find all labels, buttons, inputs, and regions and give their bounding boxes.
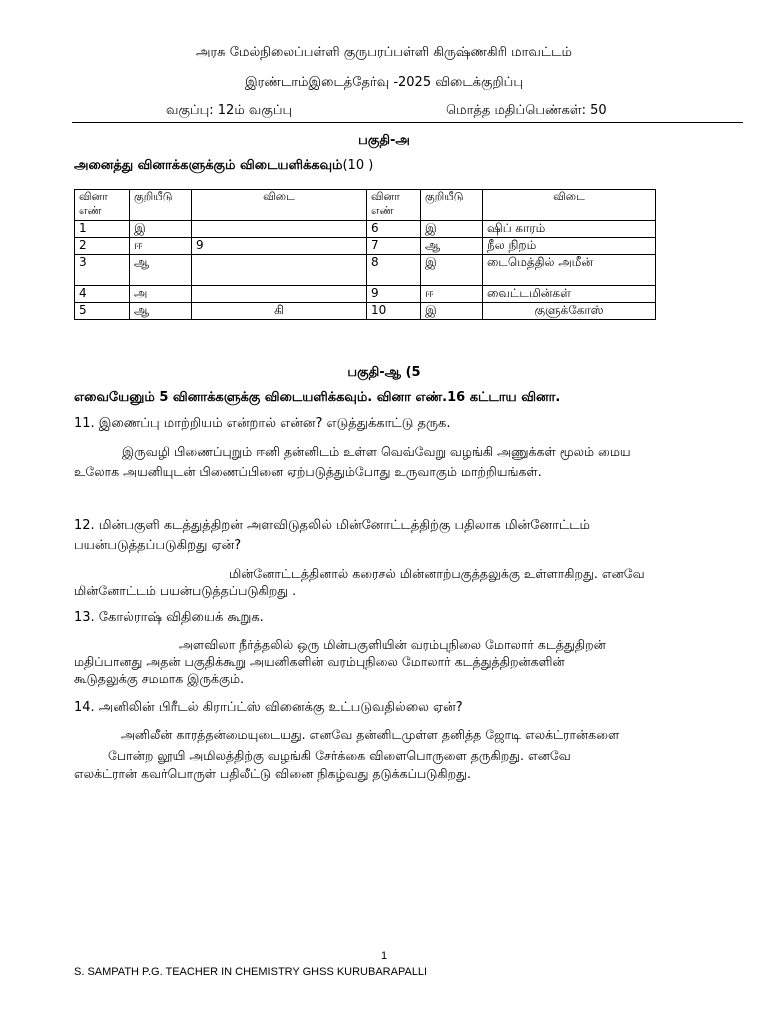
answer-cell: குளுக்கோஸ் [483, 303, 656, 320]
table-row [75, 286, 656, 303]
code-cell: இ [421, 303, 483, 320]
col-header-qno: வினா எண் [75, 190, 130, 221]
answer-key-table [74, 189, 656, 320]
col-header-code: குறியீடு [130, 190, 192, 221]
answer-12-line-1: மின்னோட்டத்தினால் கரைசல் மின்னாற்பகுத்தலுக்கு உள்ளாகிறது. எனவே [229, 566, 645, 581]
qno-cell: 9 [367, 286, 421, 303]
code-cell: ஆ [130, 303, 192, 320]
qno-cell: 7 [367, 238, 421, 255]
code-cell: இ [421, 221, 483, 238]
col-header-qno: வினா எண் [367, 190, 421, 221]
part-a-instruction-marks: (10 ) [342, 158, 374, 173]
part-a-instruction-text: அனைத்து வினாக்களுக்கும் விடையளிக்கவும் [74, 158, 343, 173]
answer-cell: வைட்டமின்கள் [483, 286, 656, 303]
answer-11-line-1: இருவழி பிணைப்புறும் ஈனி தன்னிடம் உள்ள வெவ்வேறு வழங்கி அணுக்கள் மூலம் மைய [122, 444, 631, 459]
qno-cell: 2 [75, 238, 130, 255]
table-header-row [75, 190, 656, 221]
question-14: 14. அனிலின் பிரீடல் கிராப்ட்ஸ் வினைக்கு உட்படுவதில்லை ஏன்? [74, 700, 463, 715]
answer-13-line-3: கூடுதலுக்கு சமமாக இருக்கும். [74, 671, 245, 686]
answer-cell: டைமெத்தில் அமீன் [483, 255, 656, 286]
qno-cell: 10 [367, 303, 421, 320]
qno-cell: 8 [367, 255, 421, 286]
answer-cell: கி [192, 303, 367, 320]
answer-cell: நீல நிறம் [483, 238, 656, 255]
code-cell: ஆ [130, 255, 192, 286]
col-header-answer: விடை [483, 190, 656, 221]
col-header-answer: விடை [192, 190, 367, 221]
part-b-instruction: எவையேனும் 5 வினாக்களுக்கு விடையளிக்கவும். வினா எண்.16 கட்டாய வினா. [74, 390, 561, 405]
table-row [75, 303, 656, 320]
answer-cell [192, 221, 367, 238]
code-cell: ஈ [130, 238, 192, 255]
qno-cell: 3 [75, 255, 130, 286]
footer-credit: S. SAMPATH P.G. TEACHER IN CHEMISTRY GHSS KURUBARAPALLI [74, 966, 428, 978]
answer-14-line-3: எலக்ட்ரான் கவர்பொருள் பதிலீட்டு வினை நிகழ்வது தடுக்கப்படுகிறது. [74, 766, 471, 781]
total-marks-label: மொத்த மதிப்பெண்கள்: 50 [446, 103, 607, 118]
col-header-code: குறியீடு [421, 190, 483, 221]
question-11: 11. இணைப்பு மாற்றியம் என்றால் என்ன? எடுத்துக்காட்டு தருக. [74, 416, 451, 431]
code-cell: ஆ [421, 238, 483, 255]
code-cell: ஈ [421, 286, 483, 303]
answer-14-line-2: போன்ற லூயி அமிலத்திற்கு வழங்கி சேர்க்கை விளைபொருளை தருகிறது. எனவே [108, 748, 571, 763]
question-12-line-2: பயன்படுத்தப்படுகிறது ஏன்? [74, 538, 242, 553]
answer-13-line-1: அளவிலா நீர்த்தலில் ஒரு மின்பகுளியின் வரம்புநிலை மோலார் கடத்துதிறன் [179, 637, 606, 652]
qno-cell: 1 [75, 221, 130, 238]
code-cell: இ [130, 221, 192, 238]
exam-title: இரண்டாம்இடைத்தேர்வு -2025 விடைக்குறிப்பு [245, 75, 523, 90]
table-row [75, 238, 656, 255]
answer-cell: 9 [192, 238, 367, 255]
qno-cell: 5 [75, 303, 130, 320]
answer-cell [192, 286, 367, 303]
table-row [75, 221, 656, 238]
part-b-title: பகுதி-ஆ (5 [347, 365, 421, 380]
table-row [75, 255, 656, 286]
page-number: 1 [380, 950, 388, 962]
qno-cell: 6 [367, 221, 421, 238]
school-header: அரசு மேல்நிலைப்பள்ளி குருபரப்பள்ளி கிருஷ்ணகிரி மாவட்டம் [196, 45, 572, 60]
answer-cell [192, 255, 367, 286]
header-divider [72, 122, 743, 123]
answer-12-line-2: மின்னோட்டம் பயன்படுத்தப்படுகிறது . [74, 583, 297, 598]
code-cell: இ [421, 255, 483, 286]
part-a-title: பகுதி-அ [358, 133, 410, 148]
question-12-line-1: 12. மின்பகுளி கடத்துத்திறன் அளவிடுதலில் மின்னோட்டத்திற்கு பதிலாக மின்னோட்டம் [74, 518, 591, 533]
class-label: வகுப்பு: 12ம் வகுப்பு [166, 103, 293, 118]
part-a-instruction [74, 158, 373, 174]
question-13: 13. கோல்ராஷ் விதியைக் கூறுக. [74, 610, 264, 625]
answer-11-line-2: உலோக அயனியுடன் பிணைப்பினை ஏற்படுத்தும்போது உருவாகும் மாற்றியங்கள். [74, 464, 542, 479]
answer-14-line-1: அனிலீன் காரத்தன்மையுடையது. எனவே தன்னிடமுள்ள தனித்த ஜோடி எலக்ட்ரான்களை [121, 727, 620, 742]
answer-13-line-2: மதிப்பானது அதன் பகுதிக்கூறு அயனிகளின் வரம்புநிலை மோலார் கடத்துத்திறன்களின் [74, 654, 565, 669]
qno-cell: 4 [75, 286, 130, 303]
code-cell: அ [130, 286, 192, 303]
answer-cell: ஷிப் காரம் [483, 221, 656, 238]
